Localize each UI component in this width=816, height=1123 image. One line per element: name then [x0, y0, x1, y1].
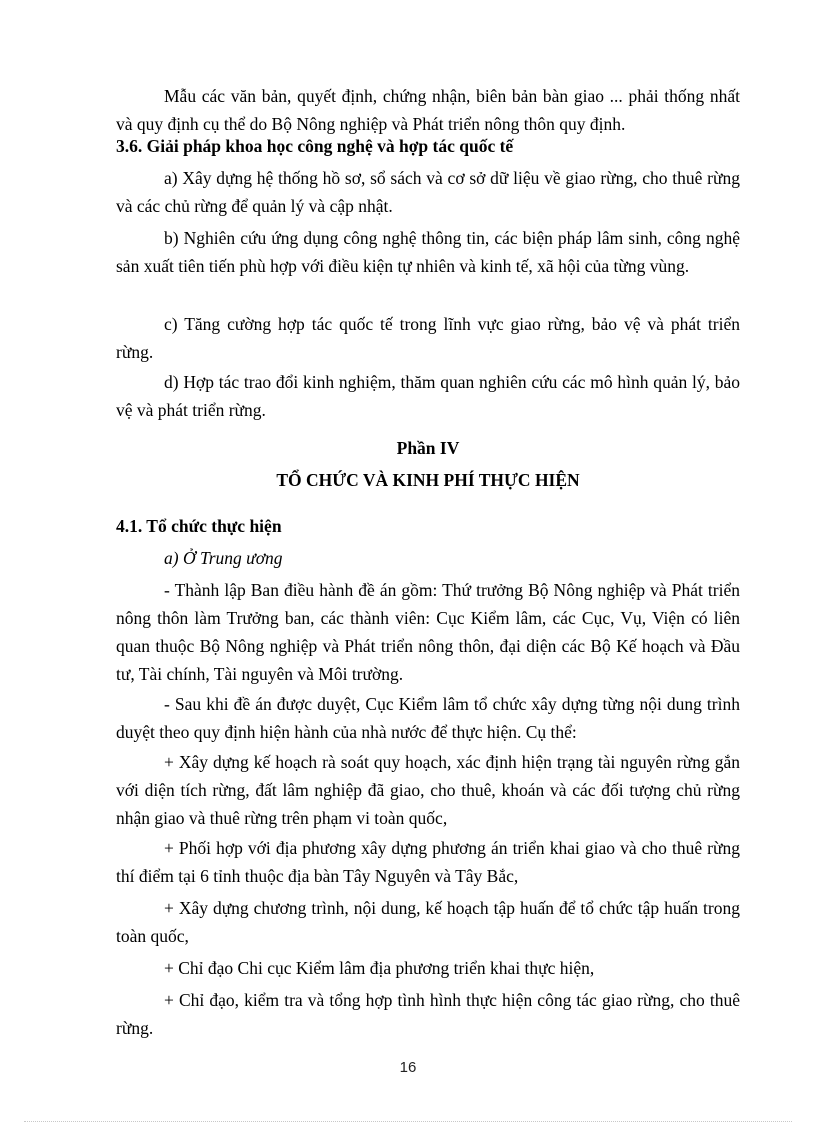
paragraph-direct-local: + Chỉ đạo Chi cục Kiểm lâm địa phương triển khai thực hiện, [164, 958, 595, 978]
paragraph-c: c) Tăng cường hợp tác quốc tế trong lĩnh vực giao rừng, bảo vệ và phát triển rừng. [116, 314, 740, 362]
paragraph-training: + Xây dựng chương trình, nội dung, kế hoạch tập huấn để tổ chức tập huấn trong toàn quốc, [116, 898, 740, 946]
heading-3-6: 3.6. Giải pháp khoa học công nghệ và hợp tác quốc tế [116, 136, 514, 156]
paragraph-after-approval: - Sau khi đề án được duyệt, Cục Kiểm lâm tổ chức xây dựng từng nội dung trình duyệt theo quy định hiện hành của nhà nước để thực hiện. Cụ thể: [116, 694, 740, 742]
page-number: 16 [399, 1059, 417, 1076]
paragraph-forms: Mẫu các văn bản, quyết định, chứng nhận, biên bản bàn giao ... phải thống nhất và quy định cụ thể do Bộ Nông nghiệp và Phát triển nông thôn quy định. [116, 86, 740, 134]
paragraph-a: a) Xây dựng hệ thống hồ sơ, sổ sách và cơ sở dữ liệu về giao rừng, cho thuê rừng và các chủ rừng để quản lý và cập nhật. [116, 168, 740, 216]
paragraph-plan-review: + Xây dựng kế hoạch rà soát quy hoạch, xác định hiện trạng tài nguyên rừng gắn với diện tích rừng, đất lâm nghiệp đã giao, cho thuê, khoán và các đối tượng chủ rừng nhận giao và thuê rừng trên phạm vi toàn quốc, [116, 752, 740, 828]
subheading-central: a) Ở Trung ương [164, 548, 283, 568]
part-title: Phần IV [396, 438, 460, 458]
paragraph-inspect: + Chỉ đạo, kiểm tra và tổng hợp tình hình thực hiện công tác giao rừng, cho thuê rừng. [116, 990, 740, 1038]
heading-4-1: 4.1. Tổ chức thực hiện [116, 516, 282, 536]
paragraph-d: d) Hợp tác trao đổi kinh nghiệm, thăm quan nghiên cứu các mô hình quản lý, bảo vệ và phát triển rừng. [116, 372, 740, 420]
paragraph-steering-board: - Thành lập Ban điều hành đề án gồm: Thứ trưởng Bộ Nông nghiệp và Phát triển nông thôn làm Trưởng ban, các thành viên: Cục Kiểm lâm, các Cục, Vụ, Viện có liên quan thuộc Bộ Nông nghiệp và Phát triển nông thôn, đại diện các Bộ Kế hoạch và Đầu tư, Tài chính, Tài nguyên và Môi trường. [116, 580, 740, 684]
part-subtitle: TỔ CHỨC VÀ KINH PHÍ THỰC HIỆN [276, 470, 580, 490]
paragraph-pilot: + Phối hợp với địa phương xây dựng phương án triển khai giao và cho thuê rừng thí điểm tại 6 tỉnh thuộc địa bàn Tây Nguyên và Tây Bắc, [116, 838, 740, 886]
page-bottom-divider [24, 1121, 792, 1122]
paragraph-b: b) Nghiên cứu ứng dụng công nghệ thông tin, các biện pháp lâm sinh, công nghệ sản xuất tiên tiến phù hợp với điều kiện tự nhiên và kinh tế, xã hội của từng vùng. [116, 228, 740, 276]
